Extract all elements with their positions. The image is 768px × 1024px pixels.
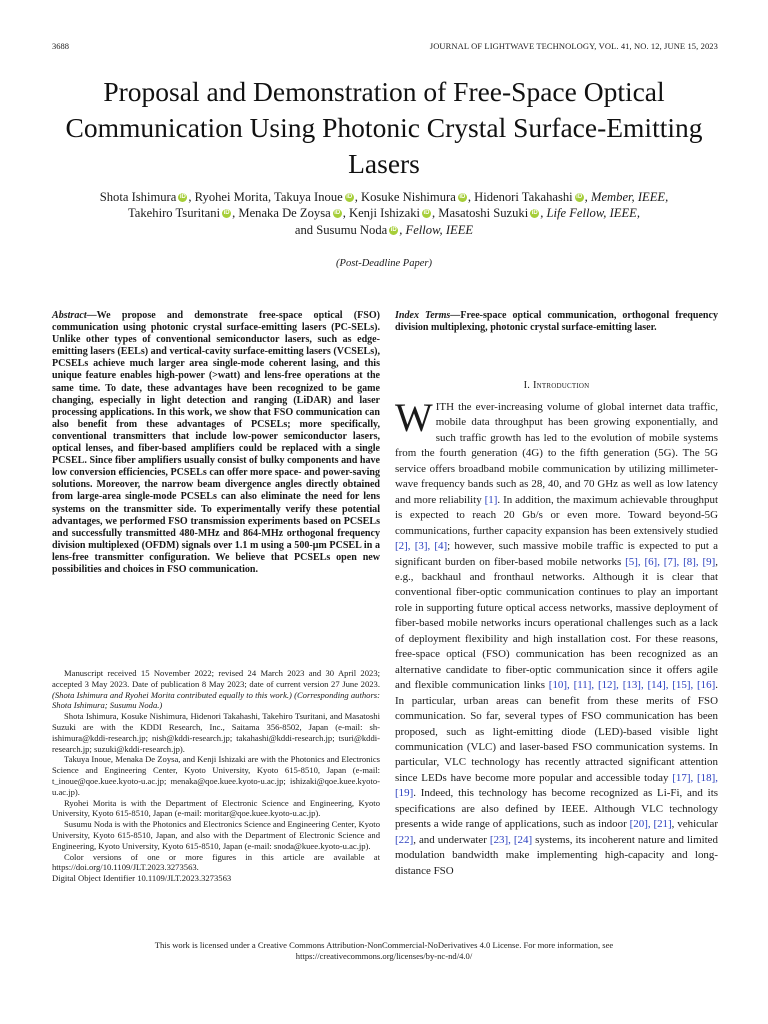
license-notice bbox=[40, 940, 728, 962]
author-name: Shota Ishimura bbox=[99, 190, 177, 204]
footnote-affiliation: Ryohei Morita is with the Department of Electronic Science and Engineering, Kyoto University, Kyoto 615-8510, Japan (e-mail: moritar@qoe.kuee.kyoto-u.ac.jp). bbox=[52, 797, 380, 819]
paragraph-text: ITH the ever-increasing volume of global internet data traffic, mobile data throughput has been growing exponentially, and such traffic growth has led to the evolution of mobile systems from the fourth generation (4G) to the fifth generation (5G). The 5G service offers broadband mobile communication by utilizing millimeter-wave frequency bands such as 28, 40, and 70 GHz as well as low latency and more reliability bbox=[395, 401, 718, 506]
footnote-affiliation: Shota Ishimura, Kosuke Nishimura, Hidenori Takahashi, Takehiro Tsuritani, and Masatoshi Suzuki are with the KDDI Research, Inc., Saitama 356-8502, Japan (e-mail: sh-ishimura@kddi-research.jp; nish@kddi-research.jp; takahashi@kddi-research.jp; tsuri@kddi-research.jp; suzuki@kddi-research.jp). bbox=[52, 711, 380, 754]
author-name: , Ryohei Morita, Takuya Inoue bbox=[188, 190, 343, 204]
license-text: This work is licensed under a Creative Commons Attribution-NonCommercial-NoDerivatives 4.0 License. For more information, see bbox=[154, 940, 614, 950]
index-terms-text: Free-space optical communication, orthogonal frequency division multiplexing, photonic crystal surface-emitting laser. bbox=[395, 310, 719, 334]
citation-link[interactable]: [20], [21] bbox=[629, 818, 672, 831]
citation-link[interactable]: [5], [6], [7], [8], [9] bbox=[625, 555, 716, 568]
author-name: Takehiro Tsuritani bbox=[127, 206, 221, 221]
footnote-manuscript bbox=[52, 668, 380, 711]
orcid-icon[interactable]: iD bbox=[179, 194, 186, 200]
paragraph-text: , and underwater bbox=[413, 833, 490, 846]
journal-header: JOURNAL OF LIGHTWAVE TECHNOLOGY, VOL. 41, NO. 12, JUNE 15, 2023 bbox=[429, 41, 718, 51]
author-membership: , Fellow, IEEE bbox=[399, 222, 474, 237]
orcid-icon[interactable]: iD bbox=[223, 210, 230, 217]
paragraph-text: . In particular, urban areas can benefit from these merits of FSO communication. So far, several types of FSO communication has been proposed, such as light-emitting diode (LED)-based visible light communication (VLC) and laser-based FSO communication systems. In particular, VLC technology has recently attracted significant attention since LEDs have become more popular and accessible today bbox=[395, 679, 718, 784]
index-terms-lead: Index Terms— bbox=[395, 310, 461, 321]
author-name: , Hidenori Takahashi bbox=[467, 190, 573, 204]
author-membership: , Member, IEEE, bbox=[584, 190, 669, 204]
orcid-icon[interactable]: iD bbox=[390, 226, 397, 233]
paragraph-text: , vehicular bbox=[671, 818, 718, 831]
footnote-doi: Digital Object Identifier 10.1109/JLT.2023.3273563 bbox=[52, 873, 232, 884]
drop-cap: W bbox=[395, 395, 433, 440]
author-membership: , Life Fellow, IEEE, bbox=[540, 206, 640, 221]
abstract-lead: Abstract— bbox=[52, 310, 97, 321]
citation-link[interactable]: [22] bbox=[395, 833, 414, 846]
paragraph-text: ; however, such massive mobile traffic is expected to put a significant burden on fiber-based mobile networks bbox=[395, 540, 719, 568]
author-name: , Kosuke Nishimura bbox=[354, 190, 456, 204]
index-terms bbox=[395, 310, 718, 334]
paragraph-text: , e.g., backhaul and fronthaul networks. Although it is clear that conventional fiber-optic communication continues to play an important role in supporting future optical access networks, massive deployment of fiber-based mobile networks incurs operational challenges such as a lack of deployment flexibility and high installation cost. For these reasons, free-space optical (FSO) communication has been recognized as an alternative candidate to fiber-optic communication since it offers agile and flexible communication links bbox=[395, 555, 718, 692]
paragraph-text: systems, its incoherent nature and limited modulation bandwidth make implementing high-capacity and long-distance FSO bbox=[395, 833, 718, 877]
page-number: 3688 bbox=[52, 41, 69, 51]
section-heading bbox=[395, 380, 718, 391]
section-number: I. bbox=[523, 380, 531, 391]
citation-link[interactable]: [10], [11], [12], [13], [14], [15], [16] bbox=[548, 679, 716, 692]
orcid-icon[interactable]: iD bbox=[576, 194, 583, 200]
footnotes bbox=[52, 668, 380, 884]
introduction-text bbox=[395, 395, 719, 879]
paragraph-text: . In addition, the maximum achievable throughput is expected to reach 20 Gb/s or even more. Toward beyond-5G communications, further capacity expansion has been extensively studied bbox=[395, 493, 718, 537]
citation-link[interactable]: [1] bbox=[484, 493, 498, 506]
author-name: , Menaka De Zoysa bbox=[232, 206, 331, 221]
citation-link[interactable]: [2], [3], [4] bbox=[395, 540, 448, 553]
footnote-affiliation: Susumu Noda is with the Photonics and Electronics Science and Engineering Center, Kyoto University, Kyoto 615-8510, Japan, and also with the Department of Electronic Science and Engineering, Kyoto University, Kyoto 615-8510, Japan (e-mail: snoda@kuee.kyoto-u.ac.jp). bbox=[52, 819, 380, 851]
section-title: Introduction bbox=[532, 380, 590, 391]
orcid-icon[interactable]: iD bbox=[531, 210, 538, 217]
license-url[interactable]: https://creativecommons.org/licenses/by-nc-nd/4.0/ bbox=[295, 951, 473, 961]
footnote-color-versions: Color versions of one or more figures in this article are available at https://doi.org/10.1109/JLT.2023.3273563. bbox=[52, 851, 380, 873]
footnote-dates: Manuscript received 15 November 2022; revised 24 March 2023 and 30 April 2023; accepted 3 May 2023. Date of publication 8 May 2023; date of current version 27 June 2023. bbox=[52, 668, 380, 689]
paragraph-text: . Indeed, this technology has become recognized as Li-Fi, and its specifications are also defined by IEEE. Although VLC technology presents a wide range of applications, such as indoor bbox=[395, 787, 718, 831]
orcid-icon[interactable]: iD bbox=[334, 210, 341, 217]
footnote-affiliation: Takuya Inoue, Menaka De Zoysa, and Kenji Ishizaki are with the Photonics and Electronics Science and Engineering Center, Kyoto University, Kyoto 615-8510, Japan (e-mail: t_inoue@qoe.kuee.kyoto-u.ac.jp; menaka@qoe.kuee.kyoto-u.ac.jp; ishizaki@qoe.kuee.kyoto-u.ac.jp). bbox=[52, 754, 380, 797]
orcid-icon[interactable]: iD bbox=[346, 194, 353, 200]
citation-link[interactable]: [23], [24] bbox=[489, 833, 533, 846]
orcid-icon[interactable]: iD bbox=[423, 210, 430, 217]
author-name: , Masatoshi Suzuki bbox=[432, 206, 529, 221]
author-name: and Susumu Noda bbox=[294, 222, 388, 237]
abstract-text: We propose and demonstrate free-space optical (FSO) communication using photonic crystal surface-emitting lasers (PC-SELs). Unlike other types of conventional semiconductor lasers, such as edge-emitting lasers (EELs) and vertical-cavity surface-emitting lasers (VCSELs), PCSELs achieve much larger area single-mode coherent lasing, and this unique feature enables high-power (>watt) and lens-free operations at the same time. To date, these advantages have been recognized to be game changing, especially in light detection and ranging (LiDAR) and laser processing applications. In this work, we show that FSO communication can also benefit from these advantages of PCSELs; more specifically, conventional transmitters that include low-power semiconductor lasers, optical lenses, and fiber-based amplifiers could be replaced with a single PCSEL. Since fiber amplifiers usually consist of bulky components and have low conversion efficiencies, PCSELs can offer more space- and power-saving solutions. Moreover, the narrow beam divergence angles directly obtained from large-area single-mode PCSELs can also eliminate the need for lens systems on the transmitter side. To experimentally verify these potential advantages, we performed FSO transmission experiments based on PCSELs and successfully transmitted 480-MHz and 864-MHz orthogonal frequency division multiplexed (OFDM) signals over 1.1 m using a 500-μm PCSEL in a lens-free transmitter configuration. We believe that PCSELs open new possibilities and choices in FSO communication. bbox=[52, 310, 380, 575]
abstract bbox=[52, 310, 380, 576]
author-name: , Kenji Ishizaki bbox=[342, 206, 420, 221]
footnote-corresponding: (Shota Ishimura and Ryohei Morita contributed equally to this work.) (Corresponding authors: Shota Ishimura; Susumu Noda.) bbox=[52, 689, 380, 711]
citation-link[interactable]: [17], [18], [19] bbox=[395, 771, 718, 800]
orcid-icon[interactable]: iD bbox=[459, 194, 466, 200]
paper-type: (Post-Deadline Paper) bbox=[336, 258, 432, 269]
paper-title: Proposal and Demonstration of Free-Space Optical Communication Using Photonic Crystal Surface-Emitting Lasers bbox=[65, 76, 703, 179]
author-list bbox=[40, 189, 728, 238]
